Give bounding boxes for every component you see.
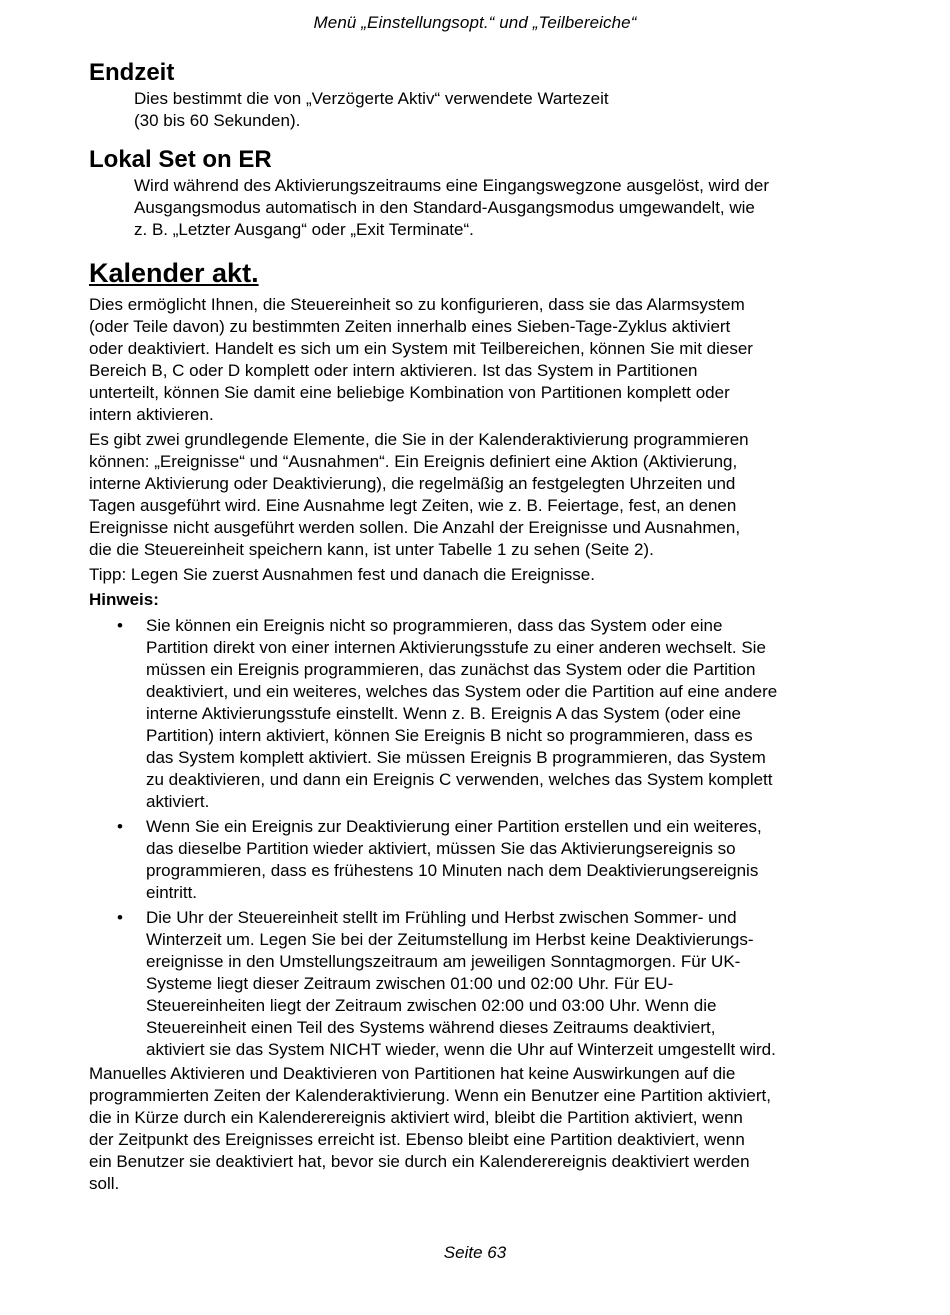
tip-text: Tipp: Legen Sie zuerst Ausnahmen fest und danach die Ereignisse. bbox=[89, 565, 595, 584]
heading-kalender-akt: Kalender akt. bbox=[89, 258, 259, 288]
text-line: der Zeitpunkt des Ereignisses erreicht ist. Ebenso bleibt eine Partition deaktiviert, wenn bbox=[89, 1130, 745, 1149]
text-line: ein Benutzer sie deaktiviert hat, bevor sie durch ein Kalenderereignis deaktiviert werden bbox=[89, 1152, 750, 1171]
text-line: interne Aktivierung oder Deaktivierung), die regelmäßig an festgelegten Uhrzeiten und bbox=[89, 474, 736, 493]
text-line: programmierten Zeiten der Kalenderaktivierung. Wenn ein Benutzer eine Partition aktiviert, bbox=[89, 1086, 771, 1105]
heading-endzeit: Endzeit bbox=[89, 59, 175, 86]
kalender-paragraph-1 bbox=[89, 294, 864, 426]
hinweis-list bbox=[89, 615, 864, 1061]
page-number: Seite 63 bbox=[443, 1243, 507, 1262]
kalender-paragraph-3 bbox=[89, 1063, 864, 1195]
text-line: Tagen ausgeführt wird. Eine Ausnahme legt Zeiten, wie z. B. Feiertage, fest, an denen bbox=[89, 496, 737, 515]
text-line: interne Aktivierungsstufe einstellt. Wenn z. B. Ereignis A das System (oder eine bbox=[146, 704, 741, 723]
text-line: Steuereinheit einen Teil des Systems während dieses Zeitraums deaktiviert, bbox=[146, 1018, 716, 1037]
text-line: die in Kürze durch ein Kalenderereignis aktiviert wird, bleibt die Partition aktiviert, wenn bbox=[89, 1108, 743, 1127]
kalender-paragraph-2 bbox=[89, 429, 864, 561]
document-body bbox=[89, 58, 864, 1195]
text-line: zu deaktivieren, und dann ein Ereignis C verwenden, welches das System komplett bbox=[146, 770, 773, 789]
bullet-icon: • bbox=[117, 616, 123, 635]
text-line: unterteilt, können Sie damit eine beliebige Kombination von Partitionen komplett oder bbox=[89, 383, 730, 402]
text-line: Die Uhr der Steuereinheit stellt im Frühling und Herbst zwischen Sommer- und bbox=[146, 908, 737, 927]
page-header: Menü „Einstellungsopt.“ und „Teilbereiche“ bbox=[313, 13, 637, 32]
bullet-icon: • bbox=[117, 817, 123, 836]
list-item bbox=[89, 615, 864, 813]
lokal-text bbox=[134, 175, 864, 241]
text-line: deaktiviert, und ein weiteres, welches das System oder die Partition auf eine andere bbox=[146, 682, 778, 701]
text-line: Sie können ein Ereignis nicht so programmieren, dass das System oder eine bbox=[146, 616, 723, 635]
text-line: Wird während des Aktivierungszeitraums eine Eingangswegzone ausgelöst, wird der bbox=[134, 176, 770, 195]
text-line: müssen ein Ereignis programmieren, das zunächst das System oder die Partition bbox=[146, 660, 756, 679]
text-line: Dies ermöglicht Ihnen, die Steuereinheit so zu konfigurieren, dass sie das Alarmsystem bbox=[89, 295, 745, 314]
text-line: (oder Teile davon) zu bestimmten Zeiten innerhalb eines Sieben-Tage-Zyklus aktiviert bbox=[89, 317, 731, 336]
text-line: Ausgangsmodus automatisch in den Standard-Ausgangsmodus umgewandelt, wie bbox=[134, 198, 755, 217]
bullet-icon: • bbox=[117, 908, 123, 927]
text-line: aktiviert. bbox=[146, 792, 210, 811]
text-line: intern aktivieren. bbox=[89, 405, 214, 424]
text-line: Partition) intern aktiviert, können Sie Ereignis B nicht so programmieren, dass es bbox=[146, 726, 753, 745]
endzeit-text bbox=[134, 88, 864, 132]
text-line: Dies bestimmt die von „Verzögerte Aktiv“ verwendete Wartezeit bbox=[134, 89, 609, 108]
text-line: Manuelles Aktivieren und Deaktivieren von Partitionen hat keine Auswirkungen auf die bbox=[89, 1064, 736, 1083]
text-line: (30 bis 60 Sekunden). bbox=[134, 111, 301, 130]
text-line: das System komplett aktiviert. Sie müssen Ereignis B programmieren, das System bbox=[146, 748, 766, 767]
text-line: oder deaktiviert. Handelt es sich um ein System mit Teilbereichen, können Sie mit dieser bbox=[89, 339, 753, 358]
list-item bbox=[89, 907, 864, 1061]
text-line: ereignisse in den Umstellungszeitraum am jeweiligen Sonntagmorgen. Für UK- bbox=[146, 952, 741, 971]
text-line: z. B. „Letzter Ausgang“ oder „Exit Terminate“. bbox=[134, 220, 474, 239]
text-line: Winterzeit um. Legen Sie bei der Zeitumstellung im Herbst keine Deaktivierungs- bbox=[146, 930, 754, 949]
text-line: das dieselbe Partition wieder aktiviert, müssen Sie das Aktivierungsereignis so bbox=[146, 839, 736, 858]
text-line: die die Steuereinheit speichern kann, ist unter Tabelle 1 zu sehen (Seite 2). bbox=[89, 540, 654, 559]
text-line: soll. bbox=[89, 1174, 120, 1193]
text-line: Partition direkt von einer internen Aktivierungsstufe zu einer anderen wechselt. Sie bbox=[146, 638, 766, 657]
text-line: Bereich B, C oder D komplett oder intern aktivieren. Ist das System in Partitionen bbox=[89, 361, 698, 380]
text-line: Systeme liegt dieser Zeitraum zwischen 01:00 und 02:00 Uhr. Für EU- bbox=[146, 974, 674, 993]
list-item bbox=[89, 816, 864, 904]
text-line: programmieren, dass es frühestens 10 Minuten nach dem Deaktivierungsereignis bbox=[146, 861, 759, 880]
heading-lokal-set-on-er: Lokal Set on ER bbox=[89, 146, 272, 173]
text-line: können: „Ereignisse“ und “Ausnahmen“. Ein Ereignis definiert eine Aktion (Aktivierung, bbox=[89, 452, 738, 471]
text-line: eintritt. bbox=[146, 883, 198, 902]
text-line: Steuereinheiten liegt der Zeitraum zwischen 02:00 und 03:00 Uhr. Wenn die bbox=[146, 996, 717, 1015]
text-line: Ereignisse nicht ausgeführt werden sollen. Die Anzahl der Ereignisse und Ausnahmen, bbox=[89, 518, 741, 537]
text-line: Es gibt zwei grundlegende Elemente, die Sie in der Kalenderaktivierung programmieren bbox=[89, 430, 749, 449]
hinweis-label: Hinweis: bbox=[89, 590, 159, 609]
text-line: aktiviert sie das System NICHT wieder, wenn die Uhr auf Winterzeit umgestellt wird. bbox=[146, 1040, 776, 1059]
text-line: Wenn Sie ein Ereignis zur Deaktivierung einer Partition erstellen und ein weiteres, bbox=[146, 817, 762, 836]
